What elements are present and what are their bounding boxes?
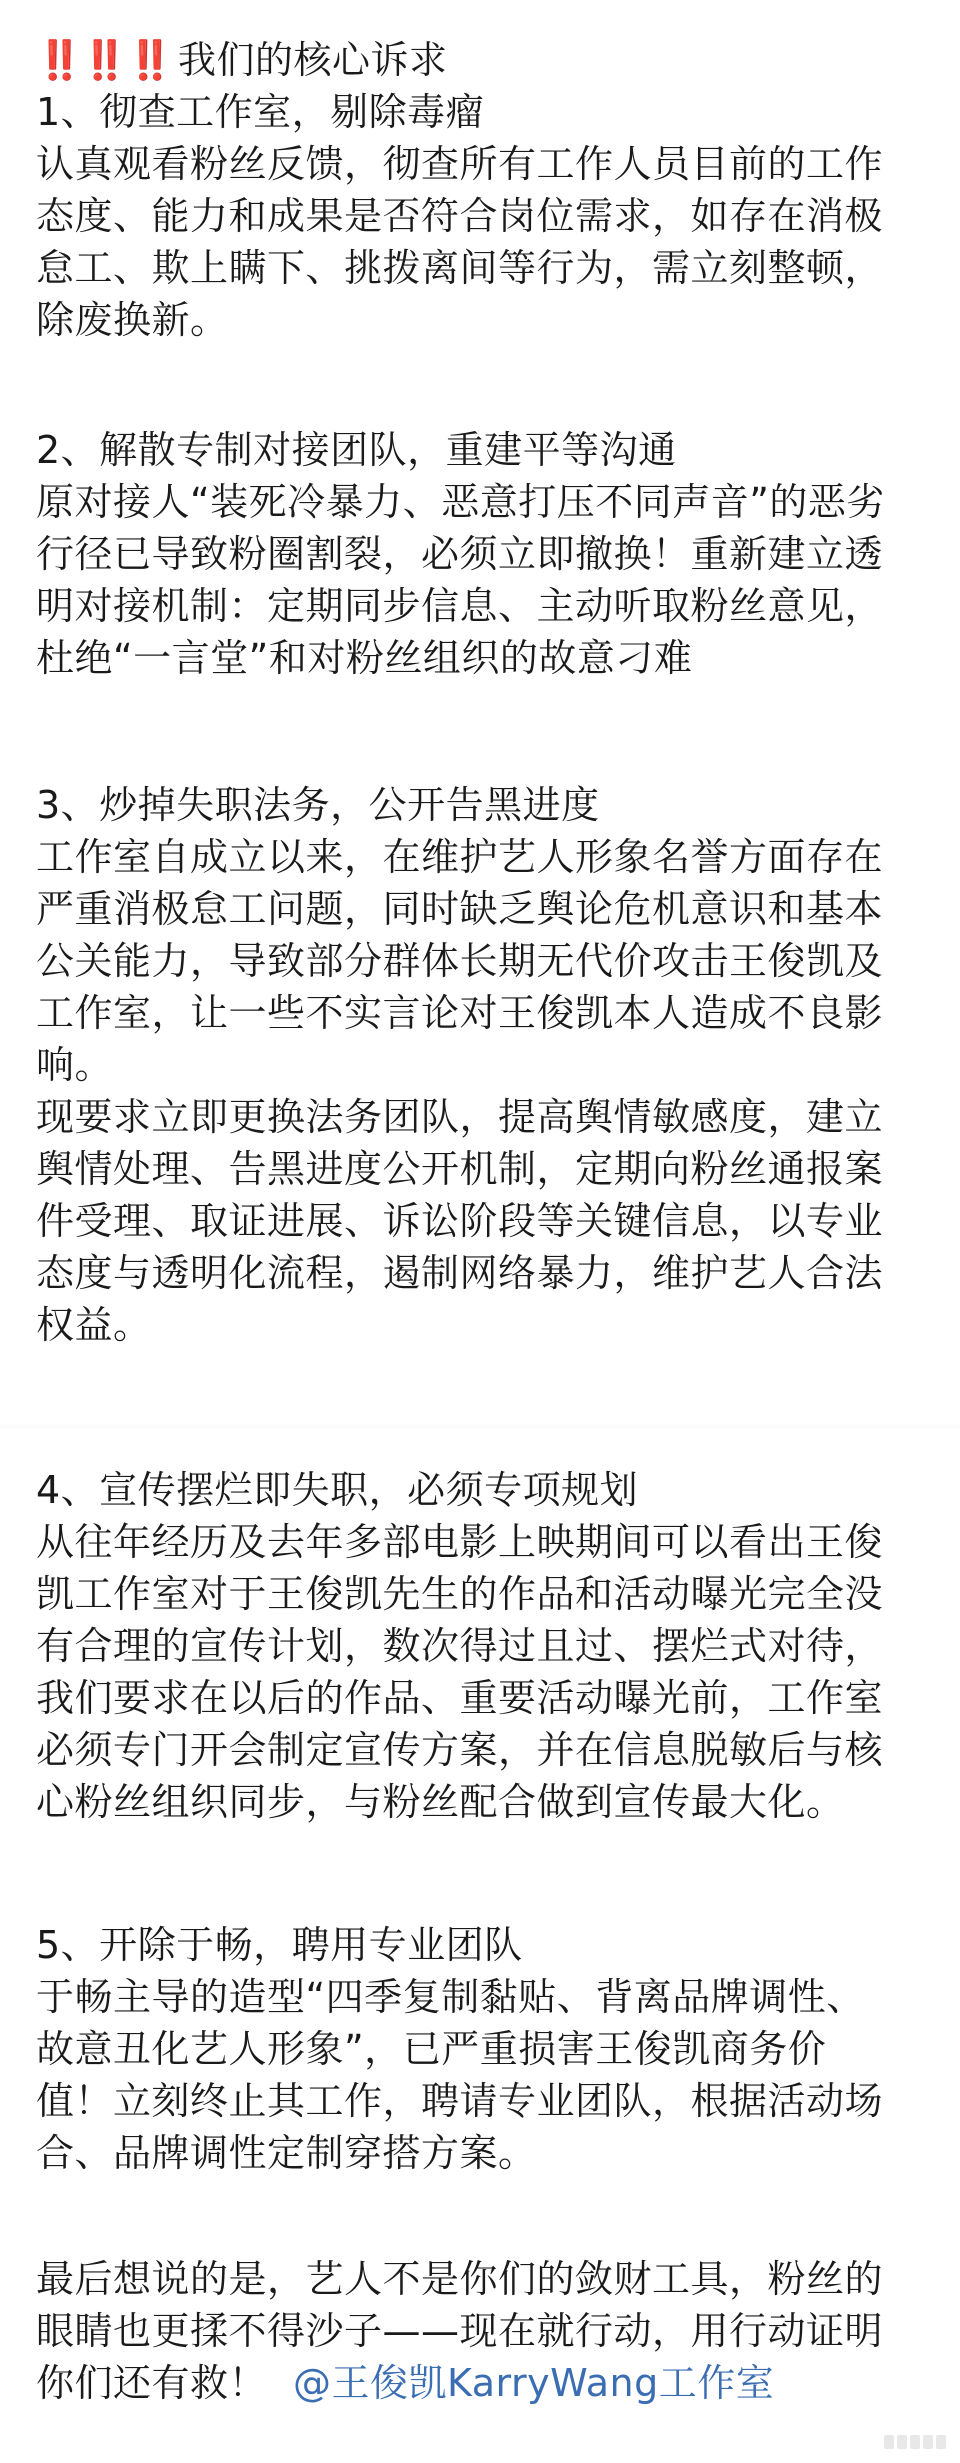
demand-2-line: 明对接机制：定期同步信息、主动听取粉丝意见，	[36, 584, 884, 628]
double-exclamation-icon: ‼️‼️‼️	[36, 38, 172, 82]
demand-5-line: 于畅主导的造型“四季复制黏贴、背离品牌调性、	[36, 1975, 865, 2019]
demand-5	[36, 1919, 936, 2179]
demand-4-line: 凯工作室对于王俊凯先生的作品和活动曝光完全没	[36, 1572, 884, 1616]
demand-4-line: 我们要求在以后的作品、重要活动曝光前，工作室	[36, 1676, 884, 1720]
demand-3	[36, 779, 936, 1351]
demand-2-line: 行径已导致粉圈割裂，必须立即撤换！重新建立透	[36, 532, 884, 576]
demand-3-line: 现要求立即更换法务团队，提高舆情敏感度，建立	[36, 1095, 884, 1139]
demand-2-title: 2、解散专制对接团队，重建平等沟通	[36, 428, 677, 472]
closing-block	[36, 2253, 936, 2409]
demand-2-line: 杜绝“一言堂”和对粉丝组织的故意刁难	[36, 636, 693, 680]
demand-3-line: 态度与透明化流程，遏制网络暴力，维护艺人合法	[36, 1251, 884, 1295]
demand-5-line: 故意丑化艺人形象”，已严重损害王俊凯商务价	[36, 2027, 827, 2071]
watermark	[862, 2431, 946, 2453]
closing-last-line	[36, 2357, 936, 2409]
demand-1-line: 态度、能力和成果是否符合岗位需求，如存在消极	[36, 194, 884, 238]
header-line	[36, 34, 936, 86]
demand-5-line: 合、品牌调性定制穿搭方案。	[36, 2131, 537, 2175]
demand-4-line: 心粉丝组织同步，与粉丝配合做到宣传最大化。	[36, 1780, 845, 1824]
demand-4-line: 有合理的宣传计划，数次得过且过、摆烂式对待，	[36, 1624, 884, 1668]
demand-3-line: 舆情处理、告黑进度公开机制，定期向粉丝通报案	[36, 1147, 884, 1191]
demand-3-line: 工作室，让一些不实言论对王俊凯本人造成不良影	[36, 991, 884, 1035]
demand-4-title: 4、宣传摆烂即失职，必须专项规划	[36, 1468, 639, 1512]
demand-5-title: 5、开除于畅，聘用专业团队	[36, 1923, 523, 1967]
demand-3-line: 工作室自成立以来，在维护艺人形象名誉方面存在	[36, 835, 884, 879]
demand-1-title: 1、彻查工作室，剔除毒瘤	[36, 90, 485, 134]
demand-5-line: 值！立刻终止其工作，聘请专业团队，根据活动场	[36, 2079, 884, 2123]
header-title: 我们的核心诉求	[177, 38, 448, 82]
demand-3-line: 公关能力，导致部分群体长期无代价攻击王俊凯及	[36, 939, 884, 983]
demand-4	[36, 1464, 936, 1828]
demand-1-line: 除废换新。	[36, 298, 229, 342]
demand-4-line: 必须专门开会制定宣传方案，并在信息脱敏后与核	[36, 1728, 884, 1772]
demand-1-line: 认真观看粉丝反馈，彻查所有工作人员目前的工作	[36, 142, 884, 186]
demand-3-title: 3、炒掉失职法务，公开告黑进度	[36, 783, 600, 827]
closing-text: 你们还有救！	[36, 2361, 268, 2405]
closing-line: 最后想说的是，艺人不是你们的敛财工具，粉丝的	[36, 2257, 884, 2301]
demand-3-line: 响。	[36, 1043, 114, 1087]
image-seam	[0, 1424, 960, 1430]
demand-1	[36, 86, 936, 346]
demand-2-line: 原对接人“装死冷暴力、恶意打压不同声音”的恶劣	[36, 480, 885, 524]
demand-1-line: 怠工、欺上瞒下、挑拨离间等行为，需立刻整顿，	[36, 246, 884, 290]
demand-4-line: 从往年经历及去年多部电影上映期间可以看出王俊	[36, 1520, 884, 1564]
studio-mention-link[interactable]: @王俊凯KarryWang工作室	[293, 2361, 775, 2405]
header-block	[36, 34, 936, 86]
demand-2	[36, 424, 936, 684]
demand-3-line: 严重消极怠工问题，同时缺乏舆论危机意识和基本	[36, 887, 884, 931]
closing-line: 眼睛也更揉不得沙子——现在就行动，用行动证明	[36, 2309, 884, 2353]
demand-3-line: 件受理、取证进展、诉讼阶段等关键信息，以专业	[36, 1199, 884, 1243]
demand-3-line: 权益。	[36, 1303, 152, 1347]
